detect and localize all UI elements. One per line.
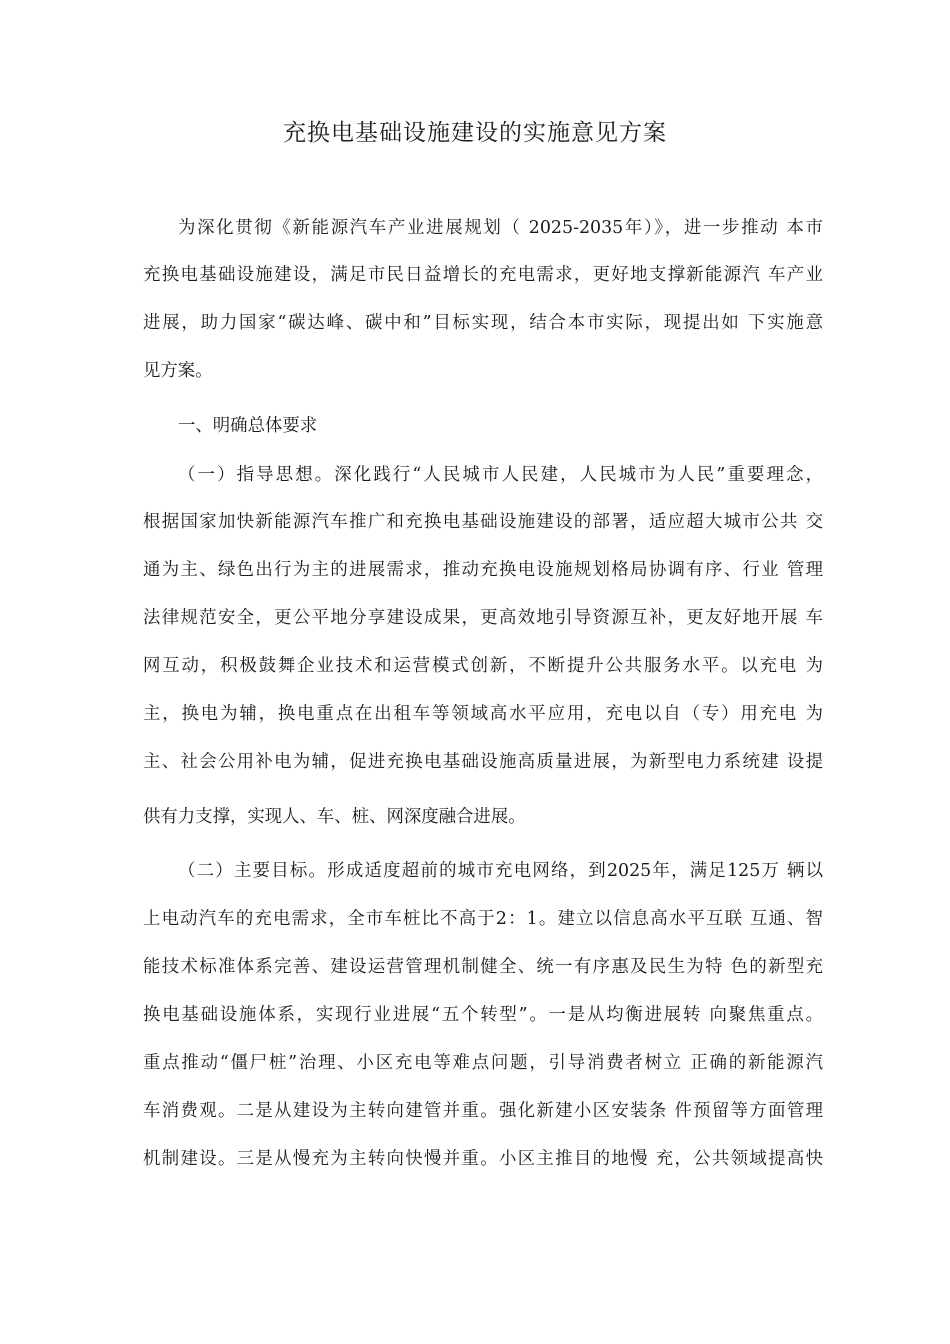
paragraph-line: 法律规范安全，更公平地分享建设成果，更高效地引导资源互补，更友好地开展 车: [143, 608, 823, 628]
paragraph-line: （一）指导思想。深化践行“人民城市人民建，人民城市为人民”重要理念，: [178, 465, 823, 485]
paragraph-line: 重点推动“僵尸桩”治理、小区充电等难点问题，引导消费者树立 正确的新能源汽: [143, 1053, 823, 1073]
paragraph-line: 网互动，积极鼓舞企业技术和运营模式创新，不断提升公共服务水平。以充电 为: [143, 656, 823, 676]
paragraph-line: 为深化贯彻《新能源汽车产业进展规划（ 2025-2035年）》，进一步推动 本市: [178, 218, 823, 238]
paragraph-line: （二）主要目标。形成适度超前的城市充电网络，到2025年，满足125万 辆以: [178, 861, 823, 881]
paragraph-line: 上电动汽车的充电需求，全市车桩比不高于2：1。建立以信息高水平互联 互通、智: [143, 909, 823, 929]
section-heading: 一、明确总体要求: [178, 416, 318, 436]
paragraph-line: 根据国家加快新能源汽车推广和充换电基础设施建设的部署，适应超大城市公共 交: [143, 512, 823, 532]
paragraph-line: 能技术标准体系完善、建设运营管理机制健全、统一有序惠及民生为特 色的新型充: [143, 957, 823, 977]
paragraph-line: 充换电基础设施建设，满足市民日益增长的充电需求，更好地支撑新能源汽 车产业: [143, 265, 823, 285]
document-title: 充换电基础设施建设的实施意见方案: [283, 120, 667, 146]
paragraph-line: 见方案。: [143, 361, 213, 381]
paragraph-line: 换电基础设施体系，实现行业进展“五个转型”。一是从均衡进展转 向聚焦重点。: [143, 1005, 823, 1025]
paragraph-line: 通为主、绿色出行为主的进展需求，推动充换电设施规划格局协调有序、行业 管理: [143, 560, 823, 580]
paragraph-line: 主、社会公用补电为辅，促进充换电基础设施高质量进展，为新型电力系统建 设提: [143, 752, 823, 772]
paragraph-line: 机制建设。三是从慢充为主转向快慢并重。小区主推目的地慢 充，公共领域提高快: [143, 1149, 823, 1169]
paragraph-line: 供有力支撑，实现人、车、桩、网深度融合进展。: [143, 807, 526, 827]
paragraph-line: 主，换电为辅，换电重点在出租车等领域高水平应用，充电以自（专）用充电 为: [143, 704, 823, 724]
paragraph-line: 进展，助力国家“碳达峰、碳中和”目标实现，结合本市实际，现提出如 下实施意: [143, 313, 823, 333]
paragraph-line: 车消费观。二是从建设为主转向建管并重。强化新建小区安装条 件预留等方面管理: [143, 1101, 823, 1121]
